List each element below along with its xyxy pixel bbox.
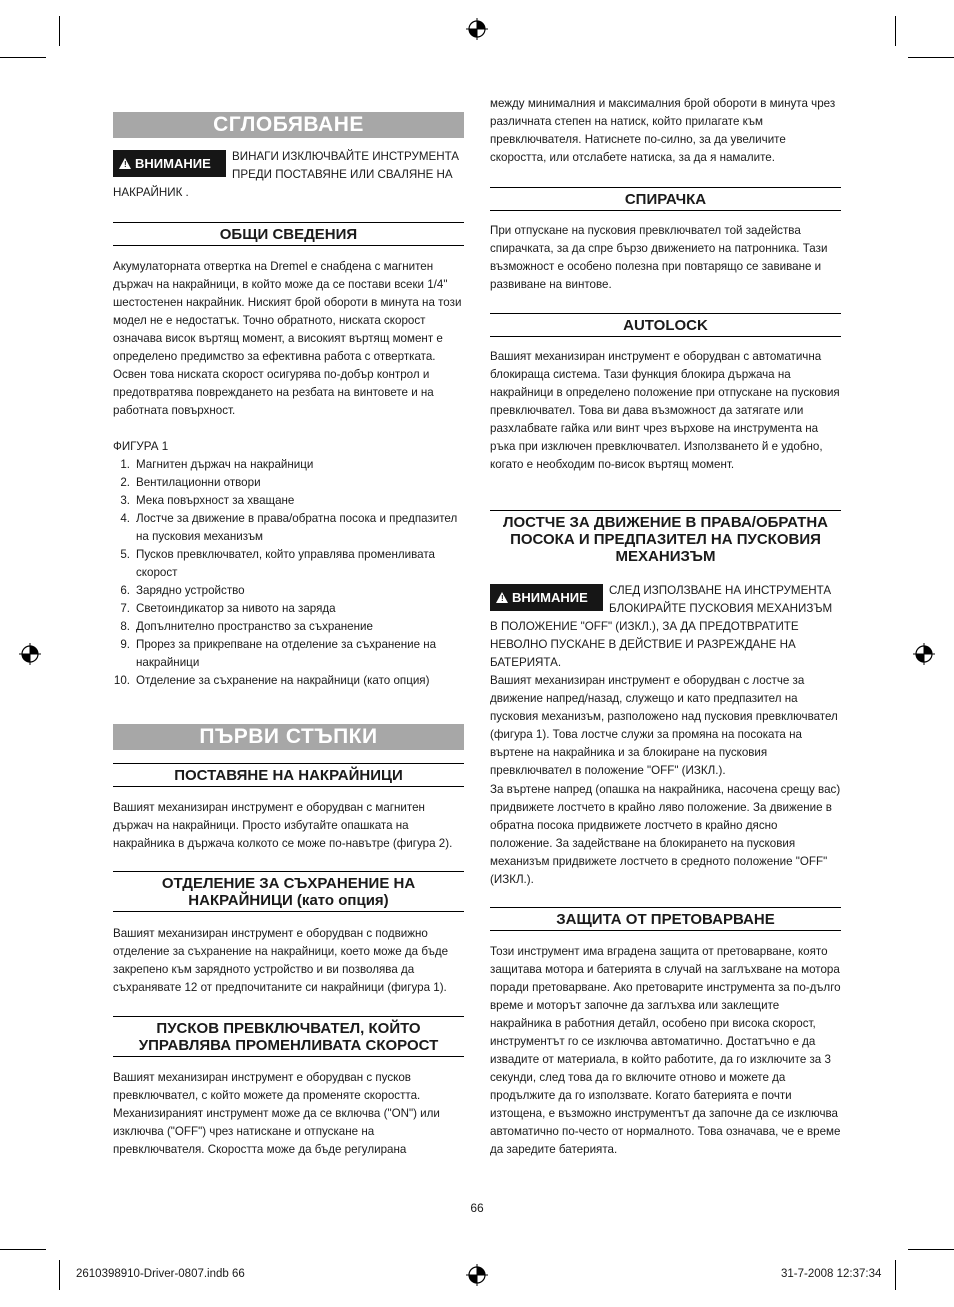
list-item-text: Мека повърхност за хващане: [136, 494, 295, 507]
lever-paragraph-1: Вашият механизиран инструмент е оборудван с лостче за движение напред/назад, служещо и като предпазител на пусковия механизъм, разположено над пусковия превключвател (фигура 1). Това лостче служи за промяна на посоката на въртене на накрайника и за блокиране на пусковия превключвател в положение "OFF" (ИЗКЛ.).: [490, 674, 838, 777]
subheading-lever: ЛОСТЧЕ ЗА ДВИЖЕНИЕ В ПРАВА/ОБРАТНА ПОСОКА И ПРЕДПАЗИТЕЛ НА ПУСКОВИЯ МЕХАНИЗЪМ: [490, 510, 841, 567]
list-item-text: Прорез за прикрепване на отделение за съхранение на накрайници: [136, 638, 437, 669]
list-item-number: 7.: [120, 602, 130, 615]
subheading-autolock: AUTOLOCK: [490, 313, 841, 337]
warning-text: СЛЕД ИЗПОЛЗВАНЕ НА ИНСТРУМЕНТА БЛОКИРАЙТЕ ПУСКОВИЯ МЕХАНИЗЪМ В ПОЛОЖЕНИЕ "OFF" (ИЗКЛ.), ЗА ДА ПРЕДОТВРАТИТЕ НЕВОЛНО ПУСКАНЕ В ДЕЙСТВИЕ И РАЗРЕЖДАНЕ НА БАТЕРИЯТА.: [490, 584, 833, 669]
list-item: [113, 672, 464, 690]
list-item-text: Вентилационни отвори: [136, 476, 261, 489]
overload-paragraph: Този инструмент има вградена защита от претоварване, която защитава мотора и батерията в случай на заглъхване на мотора поради претоварване. Ако претоварите инструмента за по-дълго време и моторът започне да заглъхва или заклещите накрайника в работния детайл, особено при висока скорост, инструментът го се изключва автоматично. Достатъчно е да извадите от материала, в който работите, да го изключите за 3 секунди, след това да го включите отново и можете да продължите да го използвате. Когато батерията е почти изтощена, е възможно инструментът да започне да се изключва автоматично по-често от нормалното. Това означава, че е време да заредите батерията.: [490, 945, 841, 1156]
crop-mark: [908, 57, 954, 58]
list-item-text: Допълнително пространство за съхранение: [136, 620, 373, 633]
crop-mark: [59, 1260, 60, 1290]
list-item: [113, 618, 464, 636]
section-title-first-steps: ПЪРВИ СТЪПКИ: [113, 724, 464, 750]
warning-text: ВИНАГИ ИЗКЛЮЧВАЙТЕ ИНСТРУМЕНТА ПРЕДИ ПОСТАВЯНЕ ИЛИ СВАЛЯНЕ НА НАКРАЙНИК .: [113, 150, 460, 199]
list-item: [113, 582, 464, 600]
warning-triangle-icon: !: [496, 592, 508, 603]
brake-paragraph: При отпускане на пусковия превключвател той задейства спирачката, за да спре бързо движението на патронника. Тази възможност е особено полезна при повтарящо се завиване и развиване на винтове.: [490, 224, 828, 291]
crop-mark: [0, 1249, 46, 1250]
bits-paragraph: Вашият механизиран инструмент е оборудван с магнитен държач на накрайници. Просто избутайте опашката на накрайника в държача колкото се може по-навътре (фигура 2).: [113, 801, 453, 850]
list-item: [113, 636, 464, 672]
list-item-text: Зарядно устройство: [136, 584, 245, 597]
list-item-text: Магнитен държач на накрайници: [136, 458, 314, 471]
list-item-number: 8.: [120, 620, 130, 633]
autolock-paragraph: Вашият механизиран инструмент е оборудван с автоматична блокираща система. Тази функция блокира държача на накрайници в определено положение при отпускане на пусковия превключвател. Това ви дава възможност да затягате или разхлабвате гайка или винт чрез върхове на инструмента на ръка при изключен превключвател. Използването й е удобно, когато е необходим по-висок въртящ момент.: [490, 350, 840, 471]
switch-paragraph: Вашият механизиран инструмент е оборудван с пусков превключвател, с който можете да променяте скоростта. Механизираният инструмент може да се включва ("ON") или изключва ("OFF") чрез натискане и отпускане на превключвателя. Скоростта може да бъде регулирана: [113, 1071, 440, 1156]
subheading-storage: ОТДЕЛЕНИЕ ЗА СЪХРАНЕНИЕ НА НАКРАЙНИЦИ (като опция): [113, 871, 464, 912]
list-item: [113, 474, 464, 492]
list-item-text: Отделение за съхранение на накрайници (като опция): [136, 674, 430, 687]
subheading-switch: ПУСКОВ ПРЕВКЛЮЧВАТЕЛ, КОЙТО УПРАВЛЯВА ПРОМЕНЛИВАТА СКОРОСТ: [113, 1016, 464, 1057]
list-item-number: 3.: [120, 494, 130, 507]
list-item-number: 5.: [120, 548, 130, 561]
subheading-general: ОБЩИ СВЕДЕНИЯ: [113, 222, 464, 246]
list-item: [113, 510, 464, 546]
crop-mark: [908, 1249, 954, 1250]
storage-paragraph: Вашият механизиран инструмент е оборудван с подвижно отделение за съхранение на накрайници, което може да бъде закрепено към зарядното устройство и ви позволява да съхранявате 12 от предпочитаните си накрайници (фигура 1).: [113, 927, 449, 994]
list-item-text: Лостче за движение в права/обратна посока и предпазител на пусковия механизъм: [136, 512, 458, 543]
figure-label: ФИГУРА 1: [113, 440, 169, 453]
list-item-text: Светоиндикатор за нивото на заряда: [136, 602, 336, 615]
warning-badge: ! ВНИМАНИЕ: [113, 150, 226, 177]
registration-mark-icon: [466, 1264, 488, 1286]
registration-mark-icon: [466, 18, 488, 40]
list-item-number: 6.: [120, 584, 130, 597]
lever-paragraph-2: За въртене напред (опашка на накрайника, насочена срещу вас) придвижете лостчето в крайно ляво положение. За движение в обратна посока придвижете лостчето в крайно дясно положение. За задействане на блокирането на пусковия механизъм придвижете лостчето в средното положение "OFF" (ИЗКЛ.).: [490, 783, 841, 886]
subheading-bits: ПОСТАВЯНЕ НА НАКРАЙНИЦИ: [113, 763, 464, 787]
list-item-number: 2.: [120, 476, 130, 489]
registration-mark-icon: [19, 643, 41, 665]
warning-badge: ! ВНИМАНИЕ: [490, 584, 603, 611]
page-number: 66: [470, 1201, 484, 1215]
warning-triangle-icon: !: [119, 158, 131, 169]
list-item: [113, 600, 464, 618]
figure-legend-list: [113, 456, 464, 690]
list-item-number: 1.: [120, 458, 130, 471]
list-item: [113, 492, 464, 510]
general-paragraph: Акумулаторната отвертка на Dremel е снабдена с магнитен държач на накрайници, в който може да се постави всеки 1/4" шестостенен накрайник. Ниският брой обороти в минута на този модел не е недостатък. Точно обратното, ниската скорост означава висок въртящ момент, а високият въртящ момент е определено предимство за ефективна работа с отвертката. Освен това ниската скорост осигурява по-добър контрол и предотвратява повреждането на резбата на винтовете и на работната повърхност.: [113, 260, 462, 417]
subheading-overload: ЗАЩИТА ОТ ПРЕТОВАРВАНЕ: [490, 907, 841, 931]
subheading-brake: СПИРАЧКА: [490, 187, 841, 211]
footer-timestamp: 31-7-2008 12:37:34: [781, 1268, 882, 1280]
list-item-text: Пусков превключвател, който управлява променливата скорост: [136, 548, 435, 579]
warning-block: [113, 148, 464, 202]
crop-mark: [59, 16, 60, 46]
list-item: [113, 456, 464, 474]
crop-mark: [0, 57, 46, 58]
footer-file-info: 2610398910-Driver-0807.indb 66: [76, 1268, 245, 1280]
registration-mark-icon: [913, 643, 935, 665]
list-item-number: 9.: [120, 638, 130, 651]
section-title-assembly: СГЛОБЯВАНЕ: [113, 112, 464, 138]
crop-mark: [895, 16, 896, 46]
list-item: [113, 546, 464, 582]
list-item-number: 4.: [120, 512, 130, 525]
switch-paragraph-continued: между минималния и максималния брой обороти в минута чрез различната степен на натиск, който прилагате към превключвателя. Натиснете по-силно, за да увеличите скоростта, или отслабете натиска, за да я намалите.: [490, 97, 836, 164]
crop-mark: [895, 1260, 896, 1290]
warning-block: [490, 582, 841, 672]
list-item-number: 10.: [113, 674, 130, 687]
